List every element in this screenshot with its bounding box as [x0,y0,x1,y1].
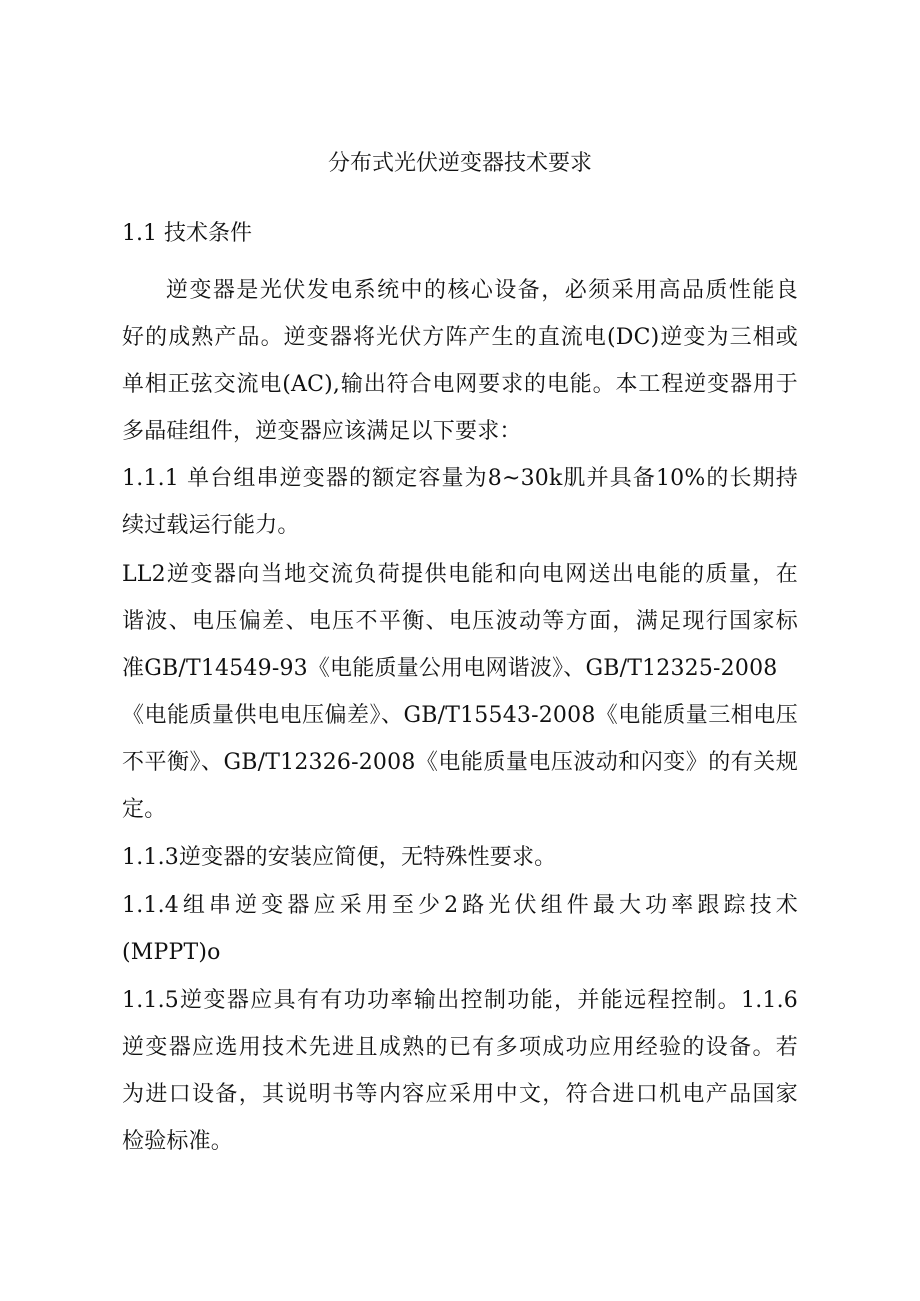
paragraph-line: 1.1.5逆变器应具有有功功率输出控制功能，并能远程控制。1.1.6 [122,988,798,1013]
section-heading: 1.1 技术条件 [122,221,252,246]
paragraph-line: 谐波、电压偏差、电压不平衡、电压波动等方面，满足现行国家标 [122,609,798,634]
paragraph-line: (MPPT)o [122,940,221,965]
paragraph-line: 准GB/T14549-93《电能质量公用电网谐波》、GB/T12325-2008 [122,656,778,681]
paragraph-line: 多晶硅组件，逆变器应该满足以下要求： [122,419,522,444]
paragraph-line: 定。 [122,797,167,822]
paragraph-line: 逆变器是光伏发电系统中的核心设备，必须采用高品质性能良 [166,278,798,303]
paragraph-line: 《电能质量供电电压偏差》、GB/T15543-2008《电能质量三相电压 [122,703,798,728]
paragraph-line: LL2逆变器向当地交流负荷提供电能和向电网送出电能的质量，在 [122,562,798,587]
paragraph-line: 续过载运行能力。 [122,513,300,538]
paragraph-line: 逆变器应选用技术先进且成熟的已有多项成功应用经验的设备。若 [122,1035,798,1060]
paragraph-line: 单相正弦交流电(AC),输出符合电网要求的电能。本工程逆变器用于 [122,372,798,397]
paragraph-line: 1.1.3逆变器的安装应简便，无特殊性要求。 [122,845,557,870]
paragraph-line: 检验标准。 [122,1129,234,1154]
paragraph-line: 为进口设备，其说明书等内容应采用中文，符合进口机电产品国家 [122,1082,798,1107]
paragraph-line: 1.1.1 单台组串逆变器的额定容量为8~30k肌并具备10%的长期持 [122,466,798,491]
paragraph-line: 1.1.4组串逆变器应采用至少2路光伏组件最大功率跟踪技术 [122,893,798,918]
paragraph-line: 不平衡》、GB/T12326-2008《电能质量电压波动和闪变》的有关规 [122,750,798,775]
document-title: 分布式光伏逆变器技术要求 [327,151,592,176]
paragraph-line: 好的成熟产品。逆变器将光伏方阵产生的直流电(DC)逆变为三相或 [122,325,798,350]
